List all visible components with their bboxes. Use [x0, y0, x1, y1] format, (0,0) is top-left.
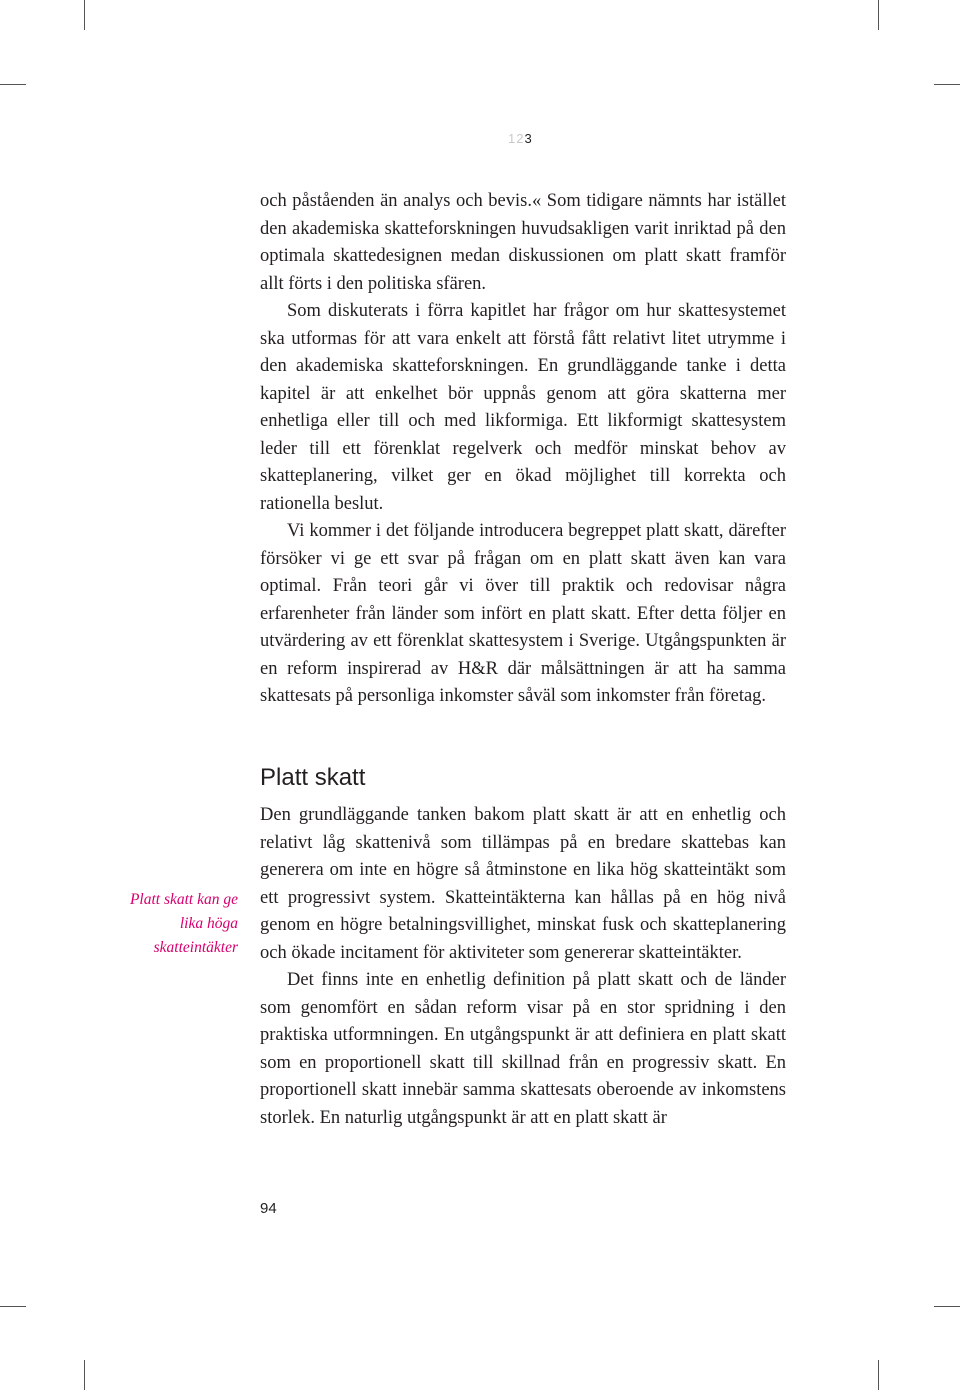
paragraph: Vi kommer i det följande introducera begreppet platt skatt, därefter försöker vi ge ett svar på frågan om en platt skatt även kan vara optimal. Från teori går vi över till praktik och redovisar några erfarenheter från länder som infört en platt skatt. Efter detta följer en utvärdering av ett förenklat skattesystem i Sverige. Utgångspunkten är en reform inspirerad av H&R där målsättningen är att ha samma skattesats på personliga inkomster såväl som inkomster från företag. — [260, 521, 786, 706]
crop-mark — [0, 84, 26, 85]
crop-mark — [878, 1360, 879, 1390]
crop-mark — [84, 1360, 85, 1390]
section-text — [260, 802, 786, 1132]
paragraph: Som diskuterats i förra kapitlet har frågor om hur skattesystemet ska utformas för att vara enkelt att förstå fått relativt litet utrymme i den akademiska skatteforskningen. En grundläggande tanke i detta kapitel är att enkelhet bör uppnås genom att göra skatterna mer enhetliga eller till och med likformiga. Ett likformigt skattesystem leder till ett förenklat regelverk och medför minskat behov av skatteplanering, vilket ger en ökad möjlighet till korrekta och rationella beslut. — [260, 301, 786, 514]
paragraph: och påståenden än analys och bevis.« Som tidigare nämnts har istället den akademiska skatteforskningen huvudsakligen varit inriktad på den optimala skattedesignen medan diskussionen om platt skatt framför allt förts i den politiska sfären. — [260, 191, 786, 294]
section-heading: Platt skatt — [260, 764, 366, 791]
margin-note: Platt skatt kan ge lika höga skatteintäkter — [129, 891, 238, 956]
continuation-text — [260, 188, 786, 711]
chapter-current: 3 — [524, 131, 533, 146]
chapter-indicator — [508, 131, 533, 146]
paragraph: Den grundläggande tanken bakom platt skatt är att en enhetlig och relativt låg skattenivå som tillämpas på en bredare skattebas kan generera om inte en högre så åtminstone en lika hög skatteintäkt som ett progressivt system. Skatteintäkterna kan hållas på en hög nivå genom en högre betalningsvillighet, minskat fusk och skatteplanering och ökade incitament för aktiviteter som genererar skatteintäkter. — [260, 805, 786, 963]
chapter-prefix: 1 — [508, 131, 517, 146]
crop-mark — [934, 84, 960, 85]
page-number: 94 — [260, 1200, 277, 1217]
chapter-dim: 2 — [516, 131, 525, 146]
crop-mark — [878, 0, 879, 30]
paragraph: Det finns inte en enhetlig definition på platt skatt och de länder som genomfört en sådan reform visar på en stor spridning i den praktiska utformningen. En utgångspunkt är att definiera en platt skatt som en proportionell skatt till skillnad från en progressiv skatt. En proportionell skatt innebär samma skattesats oberoende av inkomstens storlek. En naturlig utgångspunkt är att en platt skatt är — [260, 970, 786, 1128]
crop-mark — [934, 1306, 960, 1307]
crop-mark — [0, 1306, 26, 1307]
crop-mark — [84, 0, 85, 30]
